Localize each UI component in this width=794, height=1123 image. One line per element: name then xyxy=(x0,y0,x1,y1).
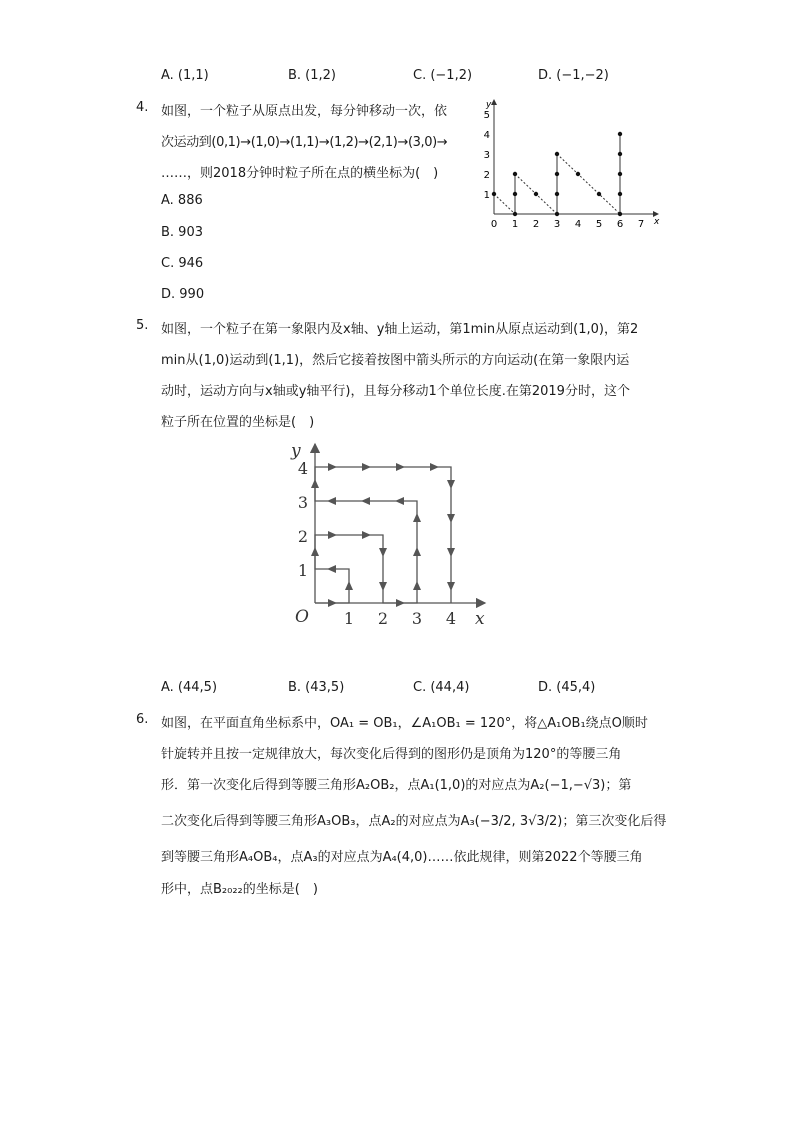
q5-option-b[interactable]: B. (43,5) xyxy=(288,680,345,695)
q3-option-b[interactable]: B. (1,2) xyxy=(288,68,337,83)
q5-arrow-head xyxy=(311,479,319,488)
q4-point xyxy=(534,192,538,196)
q5-arrow-head xyxy=(362,531,371,539)
q5-arrow-head xyxy=(395,497,404,505)
q4-x-tick: 4 xyxy=(574,219,582,230)
q6-text-line-6: 形中，点B₂₀₂₂的坐标是( ) xyxy=(161,882,318,897)
q4-point xyxy=(618,212,622,216)
q4-point xyxy=(618,152,622,156)
q5-arrow-head xyxy=(361,497,370,505)
q4-option-b[interactable]: B. 903 xyxy=(161,225,203,240)
q5-arrow-head xyxy=(327,497,336,505)
q4-point xyxy=(597,192,601,196)
q5-text-line-4: 粒子所在位置的坐标是( ) xyxy=(161,415,315,430)
q4-point xyxy=(555,152,559,156)
q4-point xyxy=(555,192,559,196)
q4-point xyxy=(513,212,517,216)
q4-x-tick: 0 xyxy=(490,219,498,230)
q4-text-line-1: 如图，一个粒子从原点出发，每分钟移动一次，依 xyxy=(161,104,448,119)
q4-number: 4. xyxy=(136,100,149,115)
q5-figure xyxy=(285,438,495,636)
q4-text-line-2: 次运动到(0,1)→(1,0)→(1,1)→(1,2)→(2,1)→(3,0)→ xyxy=(161,135,448,150)
q5-option-d[interactable]: D. (45,4) xyxy=(538,680,596,695)
q5-arrow-head xyxy=(311,547,319,556)
q6-text-line-5: 到等腰三角形A₄OB₄，点A₃的对应点为A₄(4,0)……依此规律，则第2022个等腰三角 xyxy=(161,850,643,865)
q5-arrow-head xyxy=(379,582,387,591)
q5-y-tick: 2 xyxy=(297,527,309,546)
q4-point xyxy=(576,172,580,176)
q5-arrow-head xyxy=(447,548,455,557)
q5-arrow-head xyxy=(413,581,421,590)
q4-x-tick: 5 xyxy=(595,219,603,230)
q4-point xyxy=(513,172,517,176)
q4-point xyxy=(555,212,559,216)
q5-arrow-head xyxy=(396,463,405,471)
q3-option-a[interactable]: A. (1,1) xyxy=(161,68,209,83)
q5-y-tick: 1 xyxy=(297,561,309,580)
q5-text-line-3: 动时，运动方向与x轴或y轴平行)，且每分移动1个单位长度.在第2019分时，这个 xyxy=(161,384,630,399)
q4-x-label: x xyxy=(654,217,660,227)
q5-arrow-head xyxy=(413,547,421,556)
q4-y-tick: 5 xyxy=(483,110,490,121)
q4-x-tick: 2 xyxy=(532,219,540,230)
q6-number: 6. xyxy=(136,712,149,727)
q5-number: 5. xyxy=(136,318,149,333)
q5-x-tick: 3 xyxy=(411,609,423,628)
q5-y-label: y xyxy=(291,441,301,461)
q5-arrow-head xyxy=(362,463,371,471)
q4-point xyxy=(618,172,622,176)
q4-point xyxy=(513,192,517,196)
q5-arrow-head xyxy=(345,581,353,590)
q5-x-tick: 2 xyxy=(377,609,389,628)
q4-path-segment xyxy=(557,154,620,214)
q5-arrow-head xyxy=(413,513,421,522)
q5-text-line-1: 如图，一个粒子在第一象限内及x轴、y轴上运动，第1min从原点运动到(1,0)，第2 xyxy=(161,322,639,337)
q5-arrow-head xyxy=(328,463,337,471)
q4-option-a[interactable]: A. 886 xyxy=(161,193,203,208)
q5-option-a[interactable]: A. (44,5) xyxy=(161,680,218,695)
q4-y-tick: 3 xyxy=(483,150,490,161)
q4-point xyxy=(618,192,622,196)
q3-option-c[interactable]: C. (−1,2) xyxy=(413,68,473,83)
q6-text-line-4: 二次变化后得到等腰三角形A₃OB₃，点A₂的对应点为A₃(−3/2, 3√3/2)；第三次变化后得 xyxy=(161,814,667,829)
q4-x-tick: 6 xyxy=(616,219,624,230)
q4-x-tick: 1 xyxy=(511,219,519,230)
q4-figure xyxy=(478,96,663,231)
q4-path-segment xyxy=(494,194,515,214)
q4-x-tick: 3 xyxy=(553,219,561,230)
q5-origin-label: O xyxy=(295,607,309,627)
q4-option-c[interactable]: C. 946 xyxy=(161,256,204,271)
q4-option-d[interactable]: D. 990 xyxy=(161,287,205,302)
q5-y-tick: 4 xyxy=(297,459,309,478)
q5-option-c[interactable]: C. (44,4) xyxy=(413,680,470,695)
q5-text-line-2: min从(1,0)运动到(1,1)，然后它接着按图中箭头所示的方向运动(在第一象限内运 xyxy=(161,353,630,368)
q6-text-line-3: 形．第一次变化后得到等腰三角形A₂OB₂，点A₁(1,0)的对应点为A₂(−1,−√3)；第 xyxy=(161,778,632,793)
q4-y-tick: 4 xyxy=(483,130,490,141)
q3-option-d[interactable]: D. (−1,−2) xyxy=(538,68,609,83)
q4-point xyxy=(618,132,622,136)
q4-y-label: y xyxy=(486,100,492,110)
q4-y-tick: 1 xyxy=(483,190,490,201)
q4-x-tick: 7 xyxy=(637,219,645,230)
q5-arrow-head xyxy=(327,565,336,573)
q5-arrow-head xyxy=(430,463,439,471)
q4-text-line-3: ……，则2018分钟时粒子所在点的横坐标为( ) xyxy=(161,166,439,181)
q5-arrow-head xyxy=(447,514,455,523)
q5-x-label: x xyxy=(475,609,485,629)
q4-point xyxy=(555,172,559,176)
q5-arrow-head xyxy=(396,599,405,607)
q5-arrow-head xyxy=(328,531,337,539)
q4-point xyxy=(492,192,496,196)
q6-text-line-2: 针旋转并且按一定规律放大，每次变化后得到的图形仍是顶角为120°的等腰三角 xyxy=(161,747,622,762)
q5-arrow-head xyxy=(379,548,387,557)
q4-y-tick: 2 xyxy=(483,170,490,181)
q5-x-tick: 1 xyxy=(343,609,355,628)
q6-text-line-1: 如图，在平面直角坐标系中，OA₁ = OB₁，∠A₁OB₁ = 120°，将△A₁OB₁绕点O顺时 xyxy=(161,716,648,731)
q5-y-tick: 3 xyxy=(297,493,309,512)
q5-arrow-head xyxy=(447,480,455,489)
q5-arrow-head xyxy=(447,582,455,591)
q5-arrow-head xyxy=(328,599,337,607)
q5-x-tick: 4 xyxy=(445,609,457,628)
